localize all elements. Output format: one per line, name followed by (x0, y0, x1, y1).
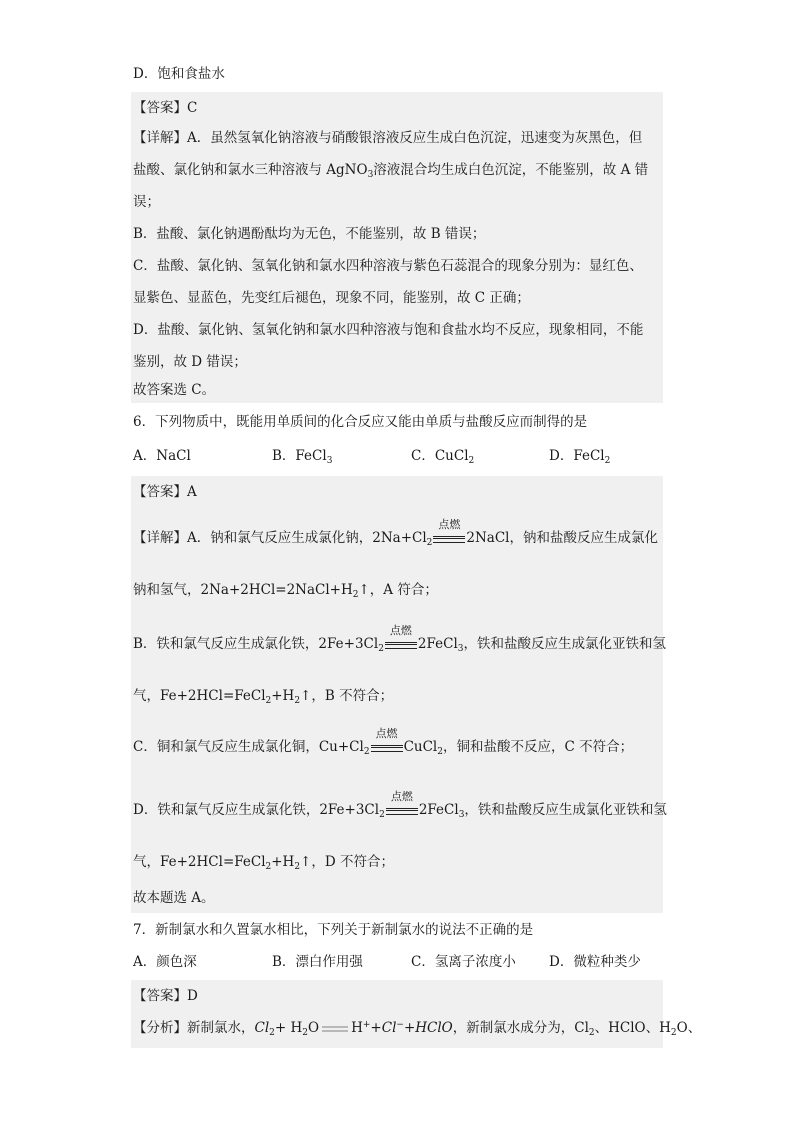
text: 溶液混合均生成白色沉淀，不能鉴别，故 A 错 (373, 162, 649, 178)
question-7: 7．新制氯水和久置氯水相比，下列关于新制氯水的说法不正确的是 (133, 922, 534, 938)
subscript: 2 (294, 862, 301, 872)
text: 、HClO、H (594, 1020, 671, 1036)
detail-q6-d-line2 (133, 852, 394, 872)
q6-option-a (133, 446, 191, 466)
answer-q6: 【答案】A (133, 484, 197, 500)
subscript: 3 (457, 644, 464, 654)
superscript: − (396, 1020, 404, 1030)
subscript: 3 (367, 170, 374, 180)
equation-rhs: 2FeCl (418, 802, 459, 818)
equation: +H (271, 688, 295, 704)
reaction-arrow (386, 789, 418, 818)
subscript: 2 (302, 1028, 309, 1038)
equation-lhs: 2Na+Cl (372, 530, 427, 546)
subscript: 2 (437, 747, 443, 757)
q7-option-d: D．微粒种类少 (549, 954, 641, 970)
detail-q6-d-line1 (133, 789, 667, 820)
equation-rhs: CuCl (403, 739, 438, 755)
subscript: 2 (468, 456, 475, 466)
analysis-q7 (133, 1018, 701, 1038)
label: D． (549, 448, 574, 464)
equation-rhs: 2FeCl (417, 636, 458, 652)
subscript: 2 (294, 696, 301, 706)
reaction-arrow (385, 623, 417, 652)
condition-label: 点燃 (438, 517, 461, 531)
equation-rhs: 2NaCl (466, 530, 510, 546)
detail-q5-line6: 显紫色、显蓝色，先变红后褪色，现象不同，能鉴别，故 C 正确； (133, 290, 530, 306)
subscript: 3 (458, 810, 465, 820)
equals-bars (385, 642, 417, 649)
detail-q6-a-line2 (133, 580, 438, 600)
text: NaCl (156, 448, 191, 464)
text: 【分析】新制氯水， (133, 1020, 255, 1036)
detail-q5-line1: 【详解】A．虽然氢氧化钠溶液与硝酸银溶液反应生成白色沉淀，迅速变为灰黑色，但 (133, 130, 643, 146)
answer-q5: 【答案】C (133, 100, 198, 116)
option-d-q5: D．饱和食盐水 (133, 66, 225, 82)
equals-bars (371, 745, 403, 752)
subscript: 2 (352, 590, 359, 600)
detail-q6-c-line1 (133, 726, 634, 757)
text: ，铜和盐酸不反应，C 不符合； (442, 739, 634, 755)
subscript: 3 (326, 456, 333, 466)
detail-q5-line4: B．盐酸、氯化钠遇酚酞均为无色，不能鉴别，故 B 错误； (133, 226, 486, 242)
subscript: 2 (378, 644, 384, 654)
text: 盐酸、氯化钠和氯水三种溶液与 AgNO (133, 162, 368, 178)
text: ↑，A 符合； (358, 582, 438, 598)
equation: Fe+2HCl=FeCl (160, 854, 266, 870)
text: FeCl (573, 448, 605, 464)
equation: 2Na+2HCl=2NaCl+H (200, 582, 353, 598)
reversible-arrow-icon (322, 1025, 348, 1033)
detail-q5-line8: 鉴别，故 D 错误； (133, 354, 247, 370)
equation-lhs: Cu+Cl (318, 739, 364, 755)
text: C．铜和氯气反应生成氯化铜， (133, 739, 319, 755)
plus-sign: + (370, 1020, 382, 1036)
formula-plus-h2o: + H (274, 1020, 303, 1036)
equation: Fe+2HCl=FeCl (160, 688, 266, 704)
detail-q5-line9: 故答案选 C。 (133, 382, 216, 398)
formula-cl-minus: Cl (381, 1020, 397, 1036)
text: 【详解】A．钠和氯气反应生成氯化钠， (133, 530, 373, 546)
equation-lhs: 2Fe+3Cl (318, 636, 379, 652)
q7-option-b: B．漂白作用强 (272, 954, 363, 970)
superscript: + (362, 1020, 371, 1030)
subscript: 2 (265, 696, 272, 706)
text: FeCl (295, 448, 327, 464)
text: O、 (676, 1020, 702, 1036)
text: ↑，B 不符合； (300, 688, 394, 704)
reaction-arrow (433, 517, 465, 546)
formula-h-plus: H (351, 1020, 363, 1036)
plus-sign: + (403, 1020, 416, 1036)
subscript: 2 (379, 810, 385, 820)
subscript: 2 (269, 1028, 275, 1038)
subscript: 2 (363, 747, 370, 757)
label: A． (133, 448, 157, 464)
detail-q6-b-line1 (133, 623, 667, 654)
detail-q6-a-line1 (133, 517, 659, 548)
q7-option-c: C．氢离子浓度小 (411, 954, 516, 970)
equation-lhs: 2Fe+3Cl (319, 802, 380, 818)
text: B．铁和氯气反应生成氯化铁， (133, 636, 319, 652)
formula-hclo: HClO (415, 1020, 453, 1036)
text: ，钠和盐酸反应生成氯化 (509, 530, 659, 546)
detail-q5-line2 (133, 160, 648, 180)
text: 气， (133, 688, 160, 704)
text: ↑，D 不符合； (300, 854, 395, 870)
equals-bars (433, 536, 465, 543)
text: D．铁和氯气反应生成氯化铁， (133, 802, 320, 818)
reaction-arrow (371, 726, 403, 755)
q6-option-c (411, 446, 474, 466)
text: 气， (133, 854, 160, 870)
detail-q5-line3: 误； (133, 194, 160, 210)
answer-q7: 【答案】D (133, 988, 198, 1004)
subscript: 2 (588, 1028, 595, 1038)
detail-q6-b-line2 (133, 686, 393, 706)
detail-q5-line7: D．盐酸、氯化钠、氢氧化钠和氯水四种溶液与饱和食盐水均不反应，现象相同，不能 (133, 322, 644, 338)
equals-bars (386, 808, 418, 815)
label: B． (272, 448, 296, 464)
condition-label: 点燃 (389, 623, 412, 637)
detail-q6-conclusion: 故本题选 A。 (133, 890, 215, 906)
subscript: 2 (670, 1028, 677, 1038)
subscript: 2 (265, 862, 272, 872)
text: ，新制氯水成分为，Cl (452, 1020, 589, 1036)
q7-option-a: A．颜色深 (133, 954, 197, 970)
formula-cl2: Cl (254, 1020, 270, 1036)
text: ，铁和盐酸反应生成氯化亚铁和氢 (463, 636, 667, 652)
q6-option-b (272, 446, 332, 466)
text: CuCl (434, 448, 469, 464)
subscript: 2 (426, 538, 433, 548)
q6-option-d (549, 446, 610, 466)
equation: +H (271, 854, 295, 870)
label: C． (411, 448, 435, 464)
text: 钠和氢气， (133, 582, 201, 598)
question-6: 6．下列物质中，既能用单质间的化合反应又能由单质与盐酸反应而制得的是 (133, 414, 588, 430)
detail-q5-line5: C．盐酸、氯化钠、氢氧化钠和氯水四种溶液与紫色石蕊混合的现象分别为：显红色、 (133, 258, 643, 274)
text: ，铁和盐酸反应生成氯化亚铁和氢 (464, 802, 667, 818)
formula-o: O (308, 1020, 320, 1036)
condition-label: 点燃 (375, 726, 398, 740)
subscript: 2 (604, 456, 611, 466)
condition-label: 点燃 (390, 789, 413, 803)
